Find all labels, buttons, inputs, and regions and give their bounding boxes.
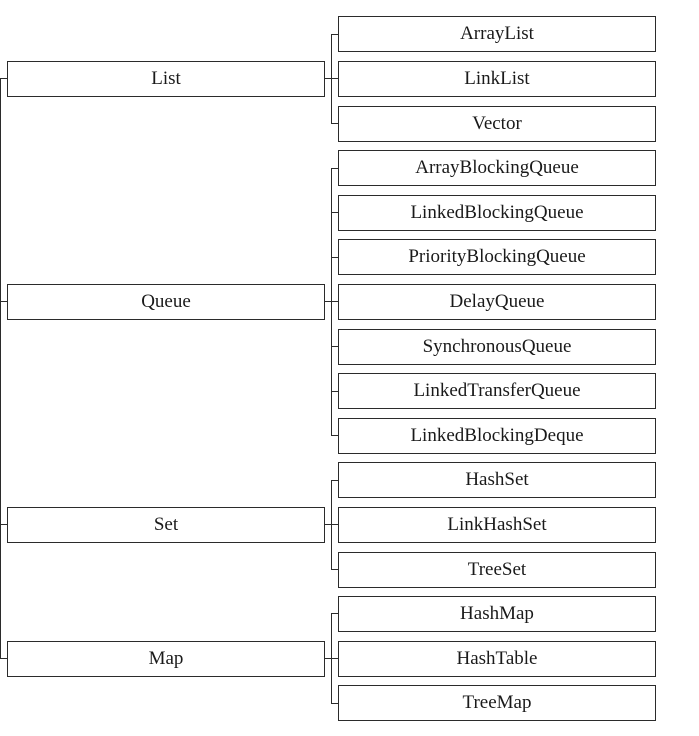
root-branch-set <box>0 524 7 525</box>
linkedblockingdeque-label: LinkedBlockingDeque <box>410 425 584 446</box>
queue-tick-5 <box>331 391 338 392</box>
hashset-label: HashSet <box>465 469 529 490</box>
list-node <box>7 61 325 97</box>
list-label: List <box>151 68 181 89</box>
root-branch-list <box>0 78 7 79</box>
priorityblockingqueue-node <box>338 239 656 275</box>
linklist-node <box>338 61 656 97</box>
synchronousqueue-node <box>338 329 656 365</box>
hashtable-label: HashTable <box>456 648 538 669</box>
list-tick-1 <box>331 78 338 79</box>
queue-tick-4 <box>331 346 338 347</box>
hashset-node <box>338 462 656 498</box>
linkedtransferqueue-label: LinkedTransferQueue <box>413 380 581 401</box>
queue-tick-6 <box>331 435 338 436</box>
linkedblockingdeque-node <box>338 418 656 454</box>
arrayblockingqueue-node <box>338 150 656 186</box>
linkhashset-node <box>338 507 656 543</box>
priorityblockingqueue-label: PriorityBlockingQueue <box>408 246 586 267</box>
delayqueue-node <box>338 284 656 320</box>
queue-node <box>7 284 325 320</box>
root-branch-map <box>0 658 7 659</box>
map-tick-0 <box>331 613 338 614</box>
queue-tick-3 <box>331 301 338 302</box>
root-branch-queue <box>0 301 7 302</box>
hashtable-node <box>338 641 656 677</box>
set-node <box>7 507 325 543</box>
list-tick-0 <box>331 34 338 35</box>
hashmap-label: HashMap <box>460 603 534 624</box>
set-tick-0 <box>331 480 338 481</box>
list-tick-2 <box>331 123 338 124</box>
arraylist-label: ArrayList <box>460 23 534 44</box>
set-label: Set <box>153 514 179 535</box>
linkedtransferqueue-node <box>338 373 656 409</box>
map-label: Map <box>148 648 184 669</box>
queue-label: Queue <box>141 291 191 312</box>
treemap-label: TreeMap <box>462 692 532 713</box>
vector-node <box>338 106 656 142</box>
set-tick-1 <box>331 524 338 525</box>
linkhashset-label: LinkHashSet <box>447 514 547 535</box>
linkedblockingqueue-label: LinkedBlockingQueue <box>410 202 584 223</box>
linkedblockingqueue-node <box>338 195 656 231</box>
synchronousqueue-label: SynchronousQueue <box>422 336 572 357</box>
delayqueue-label: DelayQueue <box>449 291 545 312</box>
hashmap-node <box>338 596 656 632</box>
map-tick-1 <box>331 658 338 659</box>
map-tick-2 <box>331 703 338 704</box>
queue-tick-0 <box>331 168 338 169</box>
treemap-node <box>338 685 656 721</box>
treeset-node <box>338 552 656 588</box>
queue-tick-2 <box>331 257 338 258</box>
arrayblockingqueue-label: ArrayBlockingQueue <box>415 157 579 178</box>
set-tick-2 <box>331 569 338 570</box>
root-connector-line <box>0 78 1 659</box>
treeset-label: TreeSet <box>467 559 527 580</box>
vector-label: Vector <box>472 113 522 134</box>
map-node <box>7 641 325 677</box>
arraylist-node <box>338 16 656 52</box>
queue-tick-1 <box>331 212 338 213</box>
linklist-label: LinkList <box>464 68 530 89</box>
